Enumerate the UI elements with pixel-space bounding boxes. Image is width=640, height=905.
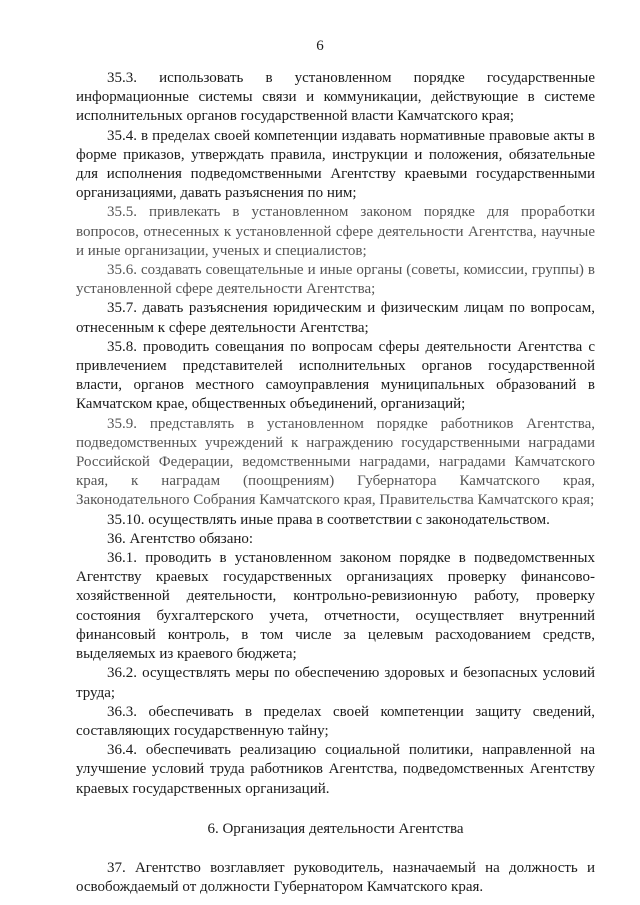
paragraph-36-1: 36.1. проводить в установленном законом порядке в подведомственных Агентству краевых государственных организациях проверку финансово-хозяйственной деятельности, контрольно-ревизионную работу, проверку состояния бухгалтерского учета, отчетности, осуществляет внутренний финансовый контроль, в том числе за целевым расходованием средств, выделяемых из краевого бюджета; <box>76 550 595 663</box>
paragraph-36-3: 36.3. обеспечивать в пределах своей компетенции защиту сведений, составляющих государственную тайну; <box>76 703 595 739</box>
paragraph-36-2: 36.2. осуществлять меры по обеспечению здоровых и безопасных условий труда; <box>76 665 595 701</box>
paragraph-35-8: 35.8. проводить совещания по вопросам сферы деятельности Агентства с привлечением представителей исполнительных органов государственной власти, органов местного самоуправления муниципальных образований в Камчатском крае, общественных объединений, организаций; <box>76 338 595 413</box>
document-body <box>76 69 595 897</box>
paragraph-35-7: 35.7. давать разъяснения юридическим и физическим лицам по вопросам, отнесенным к сфере деятельности Агентства; <box>76 300 595 336</box>
paragraph-35-9: 35.9. представлять в установленном порядке работников Агентства, подведомственных учреждений к награждению государственными наградами Российской Федерации, ведомственными наградами, наградами Камчатского края, к наградам (поощрениям) Губернатора Камчатского края, Законодательного Собрания Камчатского края, Правительства Камчатского края; <box>76 415 595 509</box>
paragraph-36: 36. Агентство обязано: <box>107 530 254 547</box>
paragraph-35-5: 35.5. привлекать в установленном законом порядке для проработки вопросов, отнесенных к установленной сфере деятельности Агентства, научные и иные организации, ученых и специалистов; <box>76 204 595 259</box>
paragraph-37: 37. Агентство возглавляет руководитель, назначаемый на должность и освобождаемый от должности Губернатором Камчатского края. <box>76 859 595 896</box>
paragraph-36-4: 36.4. обеспечивать реализацию социальной политики, направленной на улучшение условий труда работников Агентства, подведомственных Агентству краевых государственных организаций. <box>76 742 595 797</box>
page-number: 6 <box>316 38 324 54</box>
paragraph-35-10: 35.10. осуществлять иные права в соответствии с законодательством. <box>107 511 550 528</box>
paragraph-35-6: 35.6. создавать совещательные и иные органы (советы, комиссии, группы) в установленной сфере деятельности Агентства; <box>76 262 595 298</box>
paragraph-35-3: 35.3. использовать в установленном порядке государственные информационные системы связи и коммуникации, действующие в системе исполнительных органов государственной власти Камчатского края; <box>76 70 595 125</box>
section-heading: 6. Организация деятельности Агентства <box>207 820 464 837</box>
paragraph-35-4: 35.4. в пределах своей компетенции издавать нормативные правовые акты в форме приказов, утверждать правила, инструкции и положения, обязательные для исполнения подведомственными Агентству краевыми государственными организациями, давать разъяснения по ним; <box>76 127 595 202</box>
